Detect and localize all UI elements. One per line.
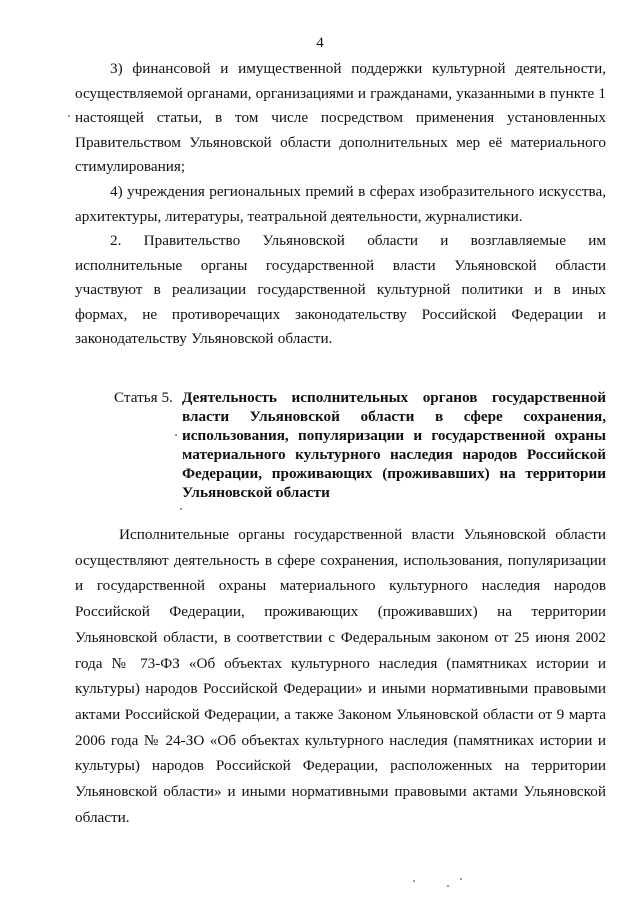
page-number: 4	[316, 35, 324, 51]
paragraph-part-2: 2. Правительство Ульяновской области и возглавляемые им исполнительные органы государственной власти Ульяновской области участвуют в реализации государственной культурной политики и в иных формах, не противоречащих законодательству Российской Федерации и законодательству Ульяновской области.	[75, 232, 606, 347]
article-body: Исполнительные органы государственной власти Ульяновской области осуществляют деятельность в сфере сохранения, использования, популяризации и государственной охраны материального культурного наследия народов Российской Федерации, проживающих (проживавших) на территории Ульяновской области, в соответствии с Федеральным законом от 25 июня 2002 года № 73-ФЗ «Об объектах культурного наследия (памятниках истории и культуры) народов Российской Федерации» и иными нормативными правовыми актами Российской Федерации, а также Законом Ульяновской области от 9 марта 2006 года № 24-ЗО «Об объектах культурного наследия (памятниках истории и культуры) народов Российской Федерации, расположенных на территории Ульяновской области» и иными нормативными правовыми актами Ульяновской области.	[75, 526, 606, 826]
scan-speck	[68, 115, 70, 117]
scan-speck	[175, 434, 177, 436]
scan-speck	[447, 885, 449, 887]
article-number: Статья 5.	[114, 389, 173, 406]
paragraph-item-4: 4) учреждения региональных премий в сферах изобразительного искусства, архитектуры, литературы, театральной деятельности, журналистики.	[75, 183, 606, 225]
article-title: Деятельность исполнительных органов государственной власти Ульяновской области в сфере сохранения, использования, популяризации и государственной охраны материального культурного наследия народов Российской Федерации, проживающих (проживавших) на территории Ульяновской области	[182, 389, 606, 501]
scan-speck	[413, 880, 415, 882]
scan-speck	[180, 508, 182, 510]
article-heading	[114, 388, 606, 502]
scan-speck	[460, 878, 462, 880]
paragraph-item-3: 3) финансовой и имущественной поддержки культурной деятельности, осуществляемой органами, организациями и гражданами, указанными в пункте 1 настоящей статьи, в том числе посредством применения установленных Правительством Ульяновской области дополнительных мер её материального стимулирования;	[75, 60, 606, 175]
